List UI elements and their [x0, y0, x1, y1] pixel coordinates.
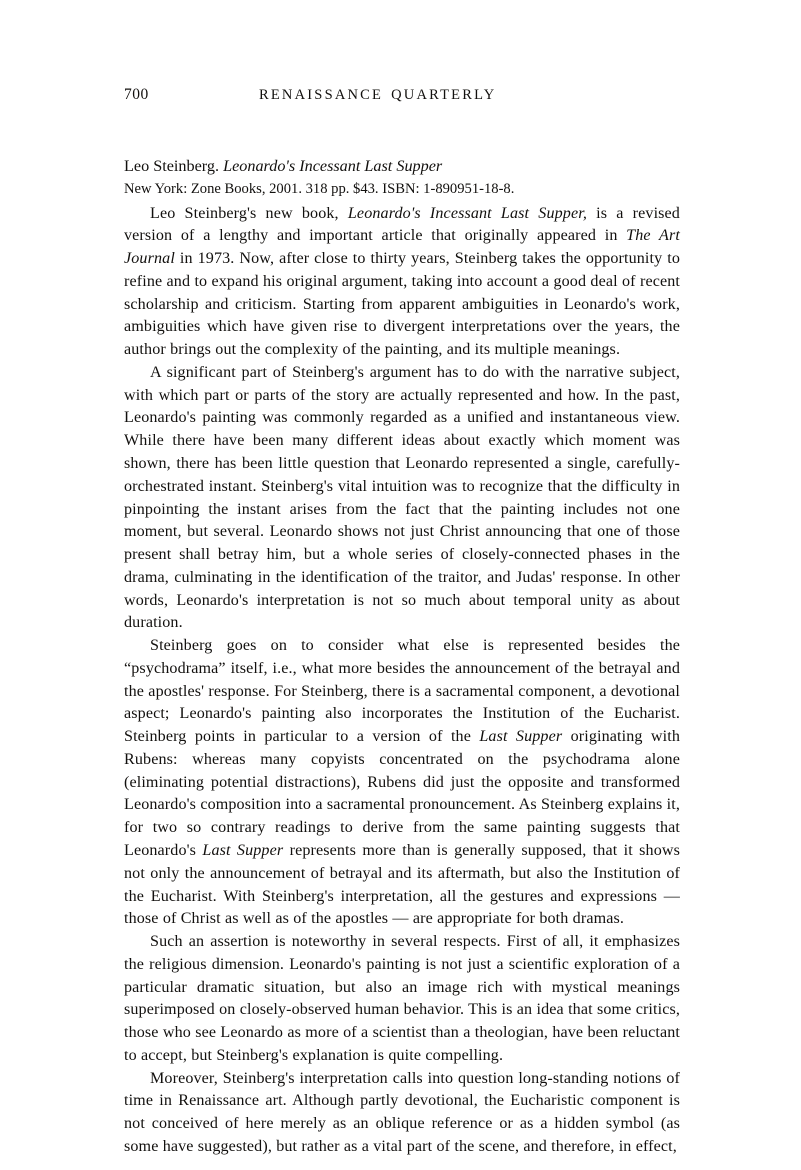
text-run: Moreover, Steinberg's interpretation calls into question long-standing notions of time in Renaissance art. Although partly devotional, the Eucharistic component is not conceived of here merely as an oblique reference or as a hidden symbol (as some have suggested), but rather as a vital part of the scene, and therefore, in effect, [124, 1069, 680, 1155]
review-paragraph [124, 635, 680, 931]
text-run: Such an assertion is noteworthy in several respects. First of all, it emphasizes the religious dimension. Leonardo's painting is not just a scientific exploration of a particular dramatic situation, but also an image rich with mystical meanings superimposed on closely-observed human behavior. This is an idea that some critics, those who see Leonardo as more of a scientist than a theologian, have been reluctant to accept, but Steinberg's explanation is quite compelling. [124, 933, 680, 1064]
review-paragraph [124, 931, 680, 1068]
journal-title: RENAISSANCE QUARTERLY [259, 87, 497, 103]
italic-title: The Art Journal [124, 227, 680, 268]
review-body [124, 203, 680, 1159]
text-run: A significant part of Steinberg's argument has to do with the narrative subject, with which part or parts of the story are actually represented and how. In the past, Leonardo's painting was commonly regarded as a unified and instantaneous view. While there have been many different ideas about exactly which moment was shown, there has been little question that Leonardo represented a single, carefully-orchestrated instant. Steinberg's vital intuition was to recognize that the difficulty in pinpointing the instant arises from the fact that the painting includes not one moment, but several. Leonardo shows not just Christ announcing that one of those present shall betray him, but a whole series of closely-connected phases in the drama, culminating in the identification of the traitor, and Judas' response. In other words, Leonardo's interpretation is not so much about temporal unity as about duration. [124, 363, 680, 632]
italic-title: Last Supper [479, 728, 563, 746]
review-paragraph [124, 362, 680, 635]
text-run: Steinberg goes on to consider what else is represented besides the “psychodrama” itself, i.e., what more besides the announcement of the betrayal and the apostles' response. For Steinberg, there is a sacramental component, a devotional aspect; Leonardo's painting also incorporates the Institution of the Eucharist. Steinberg points in particular to a version of the [124, 637, 680, 746]
italic-title: Leonardo's Incessant Last Supper, [347, 204, 587, 222]
text-run: represents more than is generally supposed, that it shows not only the announcement of betrayal and its aftermath, but also the Institution of the Eucharist. With Steinberg's interpretation, all the gestures and expressions — those of Christ as well as of the apostles — are appropriate for both dramas. [124, 841, 681, 928]
italic-title: Last Supper [202, 841, 284, 859]
text-run: in 1973. Now, after close to thirty years, Steinberg takes the opportunity to refine and to expand his original argument, taking into account a good deal of recent scholarship and criticism. Starting from apparent ambiguities in Leonardo's work, ambiguities which have given rise to divergent interpretations over the years, the author brings out the complexity of the painting, and its multiple meanings. [124, 250, 680, 359]
running-header [124, 86, 680, 104]
page-number: 700 [124, 86, 149, 103]
text-run: is a revised version of a lengthy and important article that originally appeared in [124, 204, 680, 245]
review-paragraph [124, 1068, 680, 1159]
text-run: originating with Rubens: whereas many copyists concentrated on the psychodrama alone (eliminating potential distractions), Rubens did just the opposite and transformed Leonardo's composition into a sacramental pronouncement. As Steinberg explains it, for two so contrary readings to derive from the same painting suggests that Leonardo's [124, 728, 680, 859]
review-imprint: New York: Zone Books, 2001. 318 pp. $43. ISBN: 1-890951-18-8. [124, 180, 515, 197]
review-paragraph [124, 203, 680, 362]
review-heading [124, 156, 680, 178]
review-book-title: Leonardo's Incessant Last Supper [223, 157, 443, 175]
page-content [124, 86, 680, 1159]
text-run: Leo Steinberg's new book, [150, 204, 348, 222]
review-author: Leo Steinberg. [124, 157, 224, 175]
